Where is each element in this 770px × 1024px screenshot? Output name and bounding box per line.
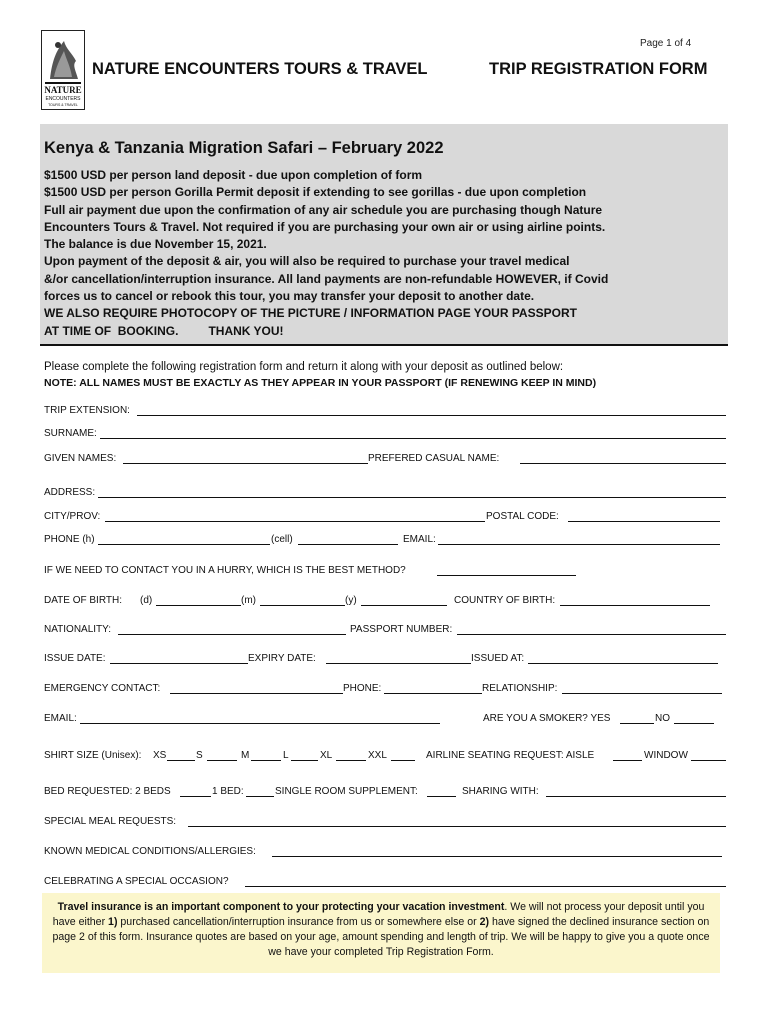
svg-text:TOURS & TRAVEL: TOURS & TRAVEL xyxy=(48,103,78,107)
bed-1-label: 1 BED: xyxy=(212,786,244,797)
seating-window-label: WINDOW xyxy=(644,750,688,761)
shirt-xxl-label: XXL xyxy=(368,750,387,761)
svg-text:NATURE: NATURE xyxy=(44,85,82,95)
given-names-label: GIVEN NAMES: xyxy=(44,453,117,464)
single-room-label: SINGLE ROOM SUPPLEMENT: xyxy=(275,786,418,797)
trip-title: Kenya & Tanzania Migration Safari – February 2022 xyxy=(44,139,444,157)
shirt-l-label: L xyxy=(283,750,289,761)
shirt-s-label: S xyxy=(196,750,203,761)
terms-line: WE ALSO REQUIRE PHOTOCOPY OF THE PICTURE / INFORMATION PAGE YOUR PASSPORT xyxy=(44,306,577,321)
emergency-email-field[interactable] xyxy=(80,723,440,724)
phone-home-field[interactable] xyxy=(98,544,270,545)
postal-field[interactable] xyxy=(568,521,720,522)
single-room-field[interactable] xyxy=(427,796,456,797)
address-field[interactable] xyxy=(98,497,726,498)
emergency-phone-field[interactable] xyxy=(384,693,482,694)
insurance-text: have signed the declined insurance section on page 2 of this form. Insurance quotes are based on your age, amount spending and length of trip. We will be happy to give you a quote once we have your completed Trip Registration Form. xyxy=(52,916,710,958)
company-logo xyxy=(41,30,85,110)
country-birth-label: COUNTRY OF BIRTH: xyxy=(454,595,556,606)
casual-name-field[interactable] xyxy=(520,463,726,464)
terms-line: $1500 USD per person Gorilla Permit deposit if extending to see gorillas - due upon completion xyxy=(44,185,587,200)
insurance-option-1: 1) xyxy=(108,916,118,928)
shirt-xs-label: XS xyxy=(153,750,167,761)
city-label: CITY/PROV: xyxy=(44,511,101,522)
terms-line: Encounters Tours & Travel. Not required if you are purchasing your own air or using airline points. xyxy=(44,219,606,234)
cell-label: (cell) xyxy=(271,534,293,545)
smoker-no-label: NO xyxy=(655,713,670,724)
shirt-xs-field[interactable] xyxy=(167,760,195,761)
trip-extension-field[interactable] xyxy=(137,415,726,416)
smoker-no-field[interactable] xyxy=(674,723,714,724)
seating-label: AIRLINE SEATING REQUEST: AISLE xyxy=(426,750,595,761)
shirt-xxl-field[interactable] xyxy=(391,760,415,761)
terms-line: Full air payment due upon the confirmation of any air schedule you are purchasing though Nature xyxy=(44,202,603,217)
relationship-label: RELATIONSHIP: xyxy=(482,683,558,694)
smoker-yes-field[interactable] xyxy=(620,723,654,724)
divider xyxy=(40,344,728,346)
expiry-label: EXPIRY DATE: xyxy=(248,653,316,664)
nationality-field[interactable] xyxy=(118,634,346,635)
dob-year-label: (y) xyxy=(345,595,357,606)
terms-line: &/or cancellation/interruption insurance. All land payments are non-refundable HOWEVER, if Covid xyxy=(44,271,609,286)
terms-line: Upon payment of the deposit & air, you will also be required to purchase your travel medical xyxy=(44,254,570,269)
country-birth-field[interactable] xyxy=(560,605,710,606)
nationality-label: NATIONALITY: xyxy=(44,624,112,635)
issued-at-label: ISSUED AT: xyxy=(471,653,525,664)
surname-field[interactable] xyxy=(100,438,726,439)
medical-field[interactable] xyxy=(272,856,722,857)
bed-label: BED REQUESTED: 2 BEDS xyxy=(44,786,171,797)
trip-extension-label: TRIP EXTENSION: xyxy=(44,405,130,416)
shirt-l-field[interactable] xyxy=(291,760,318,761)
intro-text: Please complete the following registration form and return it along with your deposit as outlined below: xyxy=(44,361,564,373)
dob-day-label: (d) xyxy=(140,595,153,606)
sharing-field[interactable] xyxy=(546,796,726,797)
dob-label: DATE OF BIRTH: xyxy=(44,595,122,606)
terms-line: AT TIME OF BOOKING. THANK YOU! xyxy=(44,323,284,338)
trip-payment-terms xyxy=(44,167,726,340)
terms-line: The balance is due November 15, 2021. xyxy=(44,237,267,252)
contact-method-label: IF WE NEED TO CONTACT YOU IN A HURRY, WHICH IS THE BEST METHOD? xyxy=(44,565,406,576)
emergency-field[interactable] xyxy=(170,693,343,694)
bed-1-field[interactable] xyxy=(246,796,274,797)
shirt-size-label: SHIRT SIZE (Unisex): xyxy=(44,750,142,761)
insurance-text: . We will not process your deposit until you have either xyxy=(52,901,705,928)
contact-method-field[interactable] xyxy=(437,575,576,576)
expiry-field[interactable] xyxy=(326,663,471,664)
emergency-email-label: EMAIL: xyxy=(44,713,77,724)
sharing-label: SHARING WITH: xyxy=(462,786,539,797)
issued-at-field[interactable] xyxy=(528,663,718,664)
terms-line: $1500 USD per person land deposit - due upon completion of form xyxy=(44,168,423,182)
surname-label: SURNAME: xyxy=(44,428,97,439)
celebrating-label: CELEBRATING A SPECIAL OCCASION? xyxy=(44,876,229,887)
issue-date-field[interactable] xyxy=(110,663,248,664)
insurance-notice-text xyxy=(46,900,716,960)
relationship-field[interactable] xyxy=(562,693,722,694)
given-names-field[interactable] xyxy=(123,463,368,464)
emergency-label: EMERGENCY CONTACT: xyxy=(44,683,161,694)
postal-label: POSTAL CODE: xyxy=(486,511,559,522)
city-field[interactable] xyxy=(105,521,485,522)
smoker-label: ARE YOU A SMOKER? YES xyxy=(483,713,611,724)
passport-field[interactable] xyxy=(457,634,726,635)
email-label: EMAIL: xyxy=(403,534,436,545)
dob-year-field[interactable] xyxy=(361,605,447,606)
address-label: ADDRESS: xyxy=(44,487,96,498)
insurance-text: purchased cancellation/interruption insurance from us or somewhere else or xyxy=(117,916,480,928)
seating-aisle-field[interactable] xyxy=(613,760,642,761)
phone-home-label: PHONE (h) xyxy=(44,534,95,545)
shirt-m-field[interactable] xyxy=(251,760,281,761)
dob-month-field[interactable] xyxy=(260,605,345,606)
form-title: TRIP REGISTRATION FORM xyxy=(489,60,708,78)
emergency-phone-label: PHONE: xyxy=(343,683,382,694)
shirt-xl-label: XL xyxy=(320,750,333,761)
bed-2-field[interactable] xyxy=(180,796,211,797)
dob-day-field[interactable] xyxy=(156,605,241,606)
page-number: Page 1 of 4 xyxy=(640,38,692,49)
passport-label: PASSPORT NUMBER: xyxy=(350,624,453,635)
passport-note: NOTE: ALL NAMES MUST BE EXACTLY AS THEY APPEAR IN YOUR PASSPORT (IF RENEWING KEEP IN MIND) xyxy=(44,377,597,389)
cell-field[interactable] xyxy=(298,544,398,545)
insurance-option-2: 2) xyxy=(479,916,490,928)
svg-text:ENCOUNTERS: ENCOUNTERS xyxy=(45,96,81,102)
celebrating-field[interactable] xyxy=(245,886,726,887)
email-field[interactable] xyxy=(438,544,720,545)
company-name: NATURE ENCOUNTERS TOURS & TRAVEL xyxy=(92,60,428,78)
dob-month-label: (m) xyxy=(241,595,256,606)
shirt-m-label: M xyxy=(241,750,250,761)
issue-date-label: ISSUE DATE: xyxy=(44,653,106,664)
meal-field[interactable] xyxy=(188,826,726,827)
medical-label: KNOWN MEDICAL CONDITIONS/ALLERGIES: xyxy=(44,846,256,857)
shirt-xl-field[interactable] xyxy=(336,760,366,761)
shirt-s-field[interactable] xyxy=(207,760,237,761)
terms-line: forces us to cancel or rebook this tour, you may transfer your deposit to another date. xyxy=(44,289,535,304)
insurance-lead: Travel insurance is an important component to your protecting your vacation investment xyxy=(57,901,505,913)
casual-name-label: PREFERED CASUAL NAME: xyxy=(368,453,500,464)
meal-label: SPECIAL MEAL REQUESTS: xyxy=(44,816,177,827)
seating-window-field[interactable] xyxy=(691,760,726,761)
